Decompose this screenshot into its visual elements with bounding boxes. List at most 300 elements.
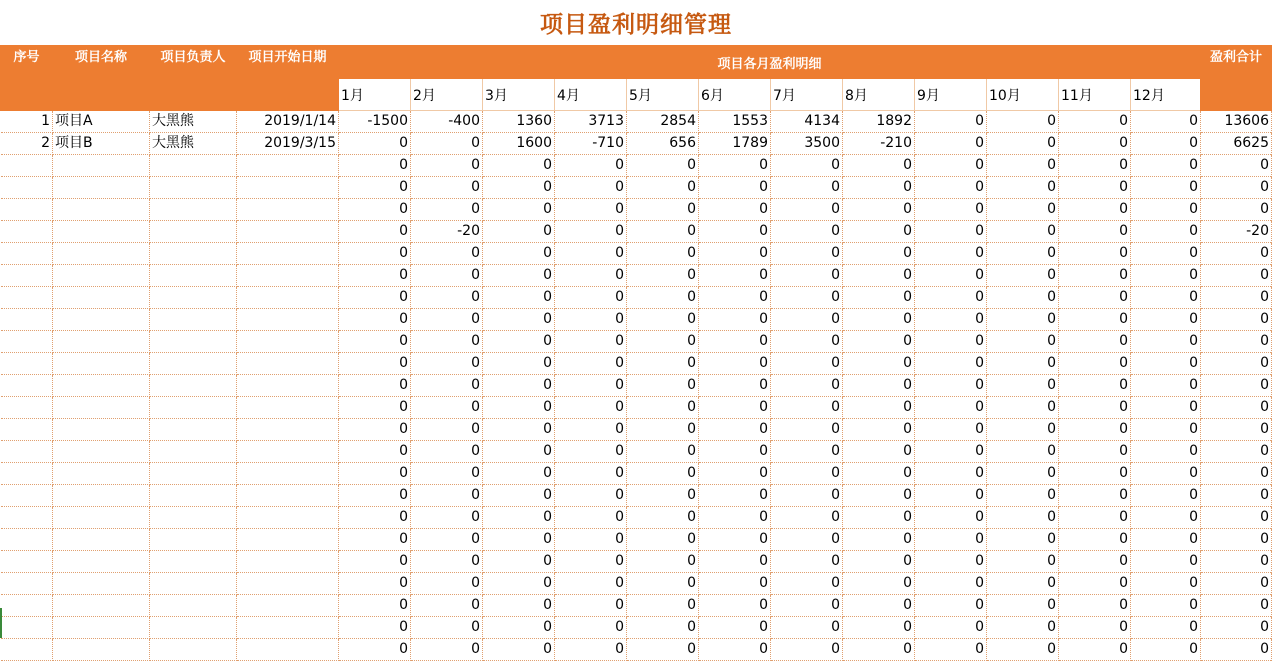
cell-month-2[interactable]: -20 <box>411 221 483 243</box>
cell-seq[interactable] <box>1 639 53 661</box>
cell-month-9[interactable]: 0 <box>915 243 987 265</box>
cell-month-4[interactable]: 0 <box>555 287 627 309</box>
cell-month-2[interactable]: 0 <box>411 507 483 529</box>
cell-seq[interactable] <box>1 265 53 287</box>
cell-month-11[interactable]: 0 <box>1059 507 1131 529</box>
cell-month-12[interactable]: 0 <box>1131 595 1201 617</box>
cell-month-12[interactable]: 0 <box>1131 287 1201 309</box>
cell-month-1[interactable]: 0 <box>339 419 411 441</box>
cell-month-8[interactable]: 0 <box>843 265 915 287</box>
cell-month-2[interactable]: 0 <box>411 287 483 309</box>
cell-month-5[interactable]: 0 <box>627 243 699 265</box>
cell-month-5[interactable]: 0 <box>627 617 699 639</box>
cell-month-1[interactable]: 0 <box>339 463 411 485</box>
cell-month-12[interactable]: 0 <box>1131 199 1201 221</box>
cell-month-9[interactable]: 0 <box>915 485 987 507</box>
cell-month-7[interactable]: 0 <box>771 177 843 199</box>
cell-start-date[interactable] <box>237 463 339 485</box>
cell-name[interactable] <box>53 331 150 353</box>
cell-month-7[interactable]: 0 <box>771 309 843 331</box>
cell-month-10[interactable]: 0 <box>987 155 1059 177</box>
cell-month-8[interactable]: 1892 <box>843 111 915 133</box>
cell-month-7[interactable]: 4134 <box>771 111 843 133</box>
cell-name[interactable] <box>53 375 150 397</box>
cell-month-6[interactable]: 0 <box>699 177 771 199</box>
cell-month-12[interactable]: 0 <box>1131 221 1201 243</box>
cell-month-6[interactable]: 0 <box>699 287 771 309</box>
cell-month-3[interactable]: 0 <box>483 287 555 309</box>
cell-seq[interactable] <box>1 155 53 177</box>
cell-month-7[interactable]: 0 <box>771 485 843 507</box>
cell-start-date[interactable] <box>237 221 339 243</box>
cell-month-8[interactable]: 0 <box>843 375 915 397</box>
cell-month-2[interactable]: 0 <box>411 243 483 265</box>
cell-start-date[interactable] <box>237 485 339 507</box>
cell-total[interactable]: 0 <box>1201 155 1272 177</box>
cell-month-9[interactable]: 0 <box>915 265 987 287</box>
cell-name[interactable] <box>53 573 150 595</box>
cell-name[interactable] <box>53 243 150 265</box>
cell-total[interactable]: 0 <box>1201 507 1272 529</box>
cell-month-3[interactable]: 0 <box>483 529 555 551</box>
cell-name[interactable] <box>53 463 150 485</box>
cell-month-11[interactable]: 0 <box>1059 375 1131 397</box>
cell-owner[interactable] <box>150 155 237 177</box>
header-name[interactable]: 项目名称 <box>53 46 150 111</box>
cell-month-10[interactable]: 0 <box>987 177 1059 199</box>
cell-month-8[interactable]: 0 <box>843 595 915 617</box>
cell-month-3[interactable]: 0 <box>483 485 555 507</box>
cell-month-7[interactable]: 0 <box>771 441 843 463</box>
cell-seq[interactable] <box>1 551 53 573</box>
cell-month-3[interactable]: 0 <box>483 243 555 265</box>
cell-month-9[interactable]: 0 <box>915 353 987 375</box>
cell-month-11[interactable]: 0 <box>1059 287 1131 309</box>
cell-month-11[interactable]: 0 <box>1059 529 1131 551</box>
cell-month-5[interactable]: 0 <box>627 507 699 529</box>
header-month-8[interactable]: 8月 <box>843 79 915 111</box>
cell-month-4[interactable]: 0 <box>555 397 627 419</box>
cell-total[interactable]: 0 <box>1201 309 1272 331</box>
cell-name[interactable] <box>53 551 150 573</box>
cell-month-9[interactable]: 0 <box>915 551 987 573</box>
cell-month-9[interactable]: 0 <box>915 507 987 529</box>
cell-month-8[interactable]: 0 <box>843 199 915 221</box>
cell-month-1[interactable]: 0 <box>339 287 411 309</box>
cell-seq[interactable] <box>1 507 53 529</box>
cell-month-3[interactable]: 0 <box>483 331 555 353</box>
cell-name[interactable]: 项目A <box>53 111 150 133</box>
header-month-9[interactable]: 9月 <box>915 79 987 111</box>
cell-month-7[interactable]: 0 <box>771 221 843 243</box>
cell-owner[interactable] <box>150 221 237 243</box>
cell-month-3[interactable]: 0 <box>483 573 555 595</box>
cell-total[interactable]: 0 <box>1201 243 1272 265</box>
cell-month-2[interactable]: 0 <box>411 353 483 375</box>
cell-name[interactable] <box>53 199 150 221</box>
cell-month-1[interactable]: 0 <box>339 375 411 397</box>
cell-month-1[interactable]: 0 <box>339 177 411 199</box>
cell-owner[interactable] <box>150 485 237 507</box>
cell-seq[interactable]: 2 <box>1 133 53 155</box>
cell-seq[interactable] <box>1 353 53 375</box>
cell-seq[interactable] <box>1 397 53 419</box>
cell-month-1[interactable]: 0 <box>339 397 411 419</box>
cell-month-6[interactable]: 0 <box>699 331 771 353</box>
cell-month-8[interactable]: 0 <box>843 309 915 331</box>
cell-month-8[interactable]: 0 <box>843 243 915 265</box>
cell-name[interactable]: 项目B <box>53 133 150 155</box>
cell-month-6[interactable]: 0 <box>699 639 771 661</box>
cell-month-3[interactable]: 0 <box>483 639 555 661</box>
cell-month-9[interactable]: 0 <box>915 595 987 617</box>
cell-month-10[interactable]: 0 <box>987 419 1059 441</box>
cell-month-3[interactable]: 0 <box>483 199 555 221</box>
cell-month-3[interactable]: 0 <box>483 551 555 573</box>
cell-month-3[interactable]: 0 <box>483 463 555 485</box>
cell-month-2[interactable]: 0 <box>411 617 483 639</box>
header-month-10[interactable]: 10月 <box>987 79 1059 111</box>
cell-month-6[interactable]: 0 <box>699 463 771 485</box>
cell-month-11[interactable]: 0 <box>1059 419 1131 441</box>
cell-month-1[interactable]: 0 <box>339 441 411 463</box>
cell-month-11[interactable]: 0 <box>1059 463 1131 485</box>
cell-month-10[interactable]: 0 <box>987 397 1059 419</box>
cell-owner[interactable] <box>150 419 237 441</box>
cell-month-4[interactable]: 0 <box>555 507 627 529</box>
cell-month-6[interactable]: 0 <box>699 507 771 529</box>
cell-name[interactable] <box>53 265 150 287</box>
cell-month-5[interactable]: 2854 <box>627 111 699 133</box>
cell-month-10[interactable]: 0 <box>987 573 1059 595</box>
cell-month-12[interactable]: 0 <box>1131 309 1201 331</box>
cell-month-4[interactable]: 3713 <box>555 111 627 133</box>
cell-month-6[interactable]: 0 <box>699 441 771 463</box>
cell-month-6[interactable]: 0 <box>699 309 771 331</box>
cell-month-3[interactable]: 0 <box>483 507 555 529</box>
cell-month-8[interactable]: 0 <box>843 617 915 639</box>
cell-month-7[interactable]: 0 <box>771 155 843 177</box>
cell-month-11[interactable]: 0 <box>1059 441 1131 463</box>
cell-start-date[interactable] <box>237 573 339 595</box>
cell-month-10[interactable]: 0 <box>987 199 1059 221</box>
cell-month-2[interactable]: 0 <box>411 177 483 199</box>
cell-owner[interactable] <box>150 463 237 485</box>
cell-month-2[interactable]: -400 <box>411 111 483 133</box>
cell-month-11[interactable]: 0 <box>1059 551 1131 573</box>
cell-seq[interactable] <box>1 463 53 485</box>
cell-month-12[interactable]: 0 <box>1131 243 1201 265</box>
header-month-4[interactable]: 4月 <box>555 79 627 111</box>
cell-month-1[interactable]: 0 <box>339 529 411 551</box>
cell-seq[interactable] <box>1 595 53 617</box>
cell-month-5[interactable]: 0 <box>627 485 699 507</box>
cell-start-date[interactable] <box>237 639 339 661</box>
header-month-7[interactable]: 7月 <box>771 79 843 111</box>
cell-start-date[interactable] <box>237 331 339 353</box>
cell-month-4[interactable]: 0 <box>555 463 627 485</box>
cell-month-2[interactable]: 0 <box>411 133 483 155</box>
cell-month-2[interactable]: 0 <box>411 419 483 441</box>
cell-month-12[interactable]: 0 <box>1131 353 1201 375</box>
cell-month-7[interactable]: 0 <box>771 419 843 441</box>
cell-owner[interactable] <box>150 309 237 331</box>
cell-month-12[interactable]: 0 <box>1131 397 1201 419</box>
cell-total[interactable]: 0 <box>1201 573 1272 595</box>
cell-month-2[interactable]: 0 <box>411 441 483 463</box>
cell-month-12[interactable]: 0 <box>1131 617 1201 639</box>
cell-total[interactable]: 0 <box>1201 463 1272 485</box>
cell-month-11[interactable]: 0 <box>1059 595 1131 617</box>
cell-month-12[interactable]: 0 <box>1131 177 1201 199</box>
cell-month-12[interactable]: 0 <box>1131 331 1201 353</box>
cell-month-3[interactable]: 0 <box>483 419 555 441</box>
cell-month-8[interactable]: 0 <box>843 573 915 595</box>
cell-owner[interactable] <box>150 529 237 551</box>
cell-month-6[interactable]: 0 <box>699 199 771 221</box>
cell-total[interactable]: 0 <box>1201 617 1272 639</box>
cell-month-7[interactable]: 0 <box>771 353 843 375</box>
cell-month-5[interactable]: 0 <box>627 155 699 177</box>
cell-total[interactable]: 0 <box>1201 287 1272 309</box>
header-month-5[interactable]: 5月 <box>627 79 699 111</box>
cell-month-5[interactable]: 0 <box>627 375 699 397</box>
cell-month-10[interactable]: 0 <box>987 441 1059 463</box>
cell-month-7[interactable]: 0 <box>771 375 843 397</box>
cell-month-10[interactable]: 0 <box>987 529 1059 551</box>
cell-month-10[interactable]: 0 <box>987 265 1059 287</box>
cell-month-4[interactable]: 0 <box>555 243 627 265</box>
cell-month-7[interactable]: 0 <box>771 573 843 595</box>
cell-month-4[interactable]: 0 <box>555 419 627 441</box>
cell-month-10[interactable]: 0 <box>987 595 1059 617</box>
cell-month-10[interactable]: 0 <box>987 243 1059 265</box>
cell-start-date[interactable] <box>237 595 339 617</box>
cell-month-12[interactable]: 0 <box>1131 463 1201 485</box>
cell-name[interactable] <box>53 155 150 177</box>
cell-month-11[interactable]: 0 <box>1059 133 1131 155</box>
cell-start-date[interactable] <box>237 507 339 529</box>
cell-month-7[interactable]: 3500 <box>771 133 843 155</box>
cell-month-12[interactable]: 0 <box>1131 133 1201 155</box>
cell-month-6[interactable]: 0 <box>699 243 771 265</box>
cell-month-5[interactable]: 0 <box>627 221 699 243</box>
cell-month-4[interactable]: 0 <box>555 155 627 177</box>
cell-owner[interactable]: 大黑熊 <box>150 133 237 155</box>
cell-start-date[interactable] <box>237 265 339 287</box>
header-start-date[interactable]: 项目开始日期 <box>237 46 339 111</box>
cell-month-7[interactable]: 0 <box>771 617 843 639</box>
cell-month-10[interactable]: 0 <box>987 353 1059 375</box>
cell-month-8[interactable]: 0 <box>843 397 915 419</box>
cell-name[interactable] <box>53 639 150 661</box>
cell-owner[interactable] <box>150 375 237 397</box>
cell-seq[interactable] <box>1 529 53 551</box>
cell-month-10[interactable]: 0 <box>987 331 1059 353</box>
cell-total[interactable]: 0 <box>1201 353 1272 375</box>
cell-month-5[interactable]: 0 <box>627 397 699 419</box>
cell-month-9[interactable]: 0 <box>915 441 987 463</box>
cell-month-12[interactable]: 0 <box>1131 155 1201 177</box>
cell-month-6[interactable]: 0 <box>699 573 771 595</box>
cell-month-4[interactable]: 0 <box>555 551 627 573</box>
cell-month-1[interactable]: 0 <box>339 595 411 617</box>
cell-seq[interactable] <box>1 573 53 595</box>
cell-month-4[interactable]: 0 <box>555 221 627 243</box>
cell-month-10[interactable]: 0 <box>987 287 1059 309</box>
header-month-1[interactable]: 1月 <box>339 79 411 111</box>
cell-month-9[interactable]: 0 <box>915 617 987 639</box>
cell-month-9[interactable]: 0 <box>915 463 987 485</box>
cell-total[interactable]: 0 <box>1201 551 1272 573</box>
cell-month-12[interactable]: 0 <box>1131 551 1201 573</box>
cell-month-1[interactable]: 0 <box>339 573 411 595</box>
cell-total[interactable]: -20 <box>1201 221 1272 243</box>
cell-start-date[interactable] <box>237 551 339 573</box>
cell-owner[interactable] <box>150 397 237 419</box>
cell-month-10[interactable]: 0 <box>987 111 1059 133</box>
cell-month-2[interactable]: 0 <box>411 463 483 485</box>
cell-month-6[interactable]: 1553 <box>699 111 771 133</box>
cell-month-2[interactable]: 0 <box>411 595 483 617</box>
cell-seq[interactable] <box>1 243 53 265</box>
cell-month-11[interactable]: 0 <box>1059 485 1131 507</box>
cell-month-12[interactable]: 0 <box>1131 485 1201 507</box>
cell-month-12[interactable]: 0 <box>1131 573 1201 595</box>
cell-start-date[interactable] <box>237 441 339 463</box>
cell-owner[interactable] <box>150 441 237 463</box>
cell-month-2[interactable]: 0 <box>411 573 483 595</box>
cell-month-9[interactable]: 0 <box>915 111 987 133</box>
cell-owner[interactable] <box>150 595 237 617</box>
cell-month-10[interactable]: 0 <box>987 375 1059 397</box>
cell-month-4[interactable]: 0 <box>555 441 627 463</box>
cell-month-12[interactable]: 0 <box>1131 265 1201 287</box>
cell-seq[interactable] <box>1 177 53 199</box>
cell-start-date[interactable]: 2019/1/14 <box>237 111 339 133</box>
cell-month-9[interactable]: 0 <box>915 639 987 661</box>
cell-month-1[interactable]: 0 <box>339 639 411 661</box>
cell-name[interactable] <box>53 287 150 309</box>
cell-month-5[interactable]: 0 <box>627 199 699 221</box>
header-month-6[interactable]: 6月 <box>699 79 771 111</box>
cell-month-8[interactable]: 0 <box>843 485 915 507</box>
cell-owner[interactable] <box>150 265 237 287</box>
cell-month-11[interactable]: 0 <box>1059 331 1131 353</box>
cell-month-8[interactable]: 0 <box>843 287 915 309</box>
cell-month-12[interactable]: 0 <box>1131 529 1201 551</box>
cell-month-3[interactable]: 0 <box>483 441 555 463</box>
cell-owner[interactable] <box>150 353 237 375</box>
cell-month-8[interactable]: -210 <box>843 133 915 155</box>
cell-month-3[interactable]: 0 <box>483 595 555 617</box>
cell-start-date[interactable] <box>237 287 339 309</box>
header-month-3[interactable]: 3月 <box>483 79 555 111</box>
cell-month-4[interactable]: 0 <box>555 265 627 287</box>
cell-total[interactable]: 0 <box>1201 375 1272 397</box>
cell-total[interactable]: 0 <box>1201 397 1272 419</box>
cell-month-4[interactable]: 0 <box>555 177 627 199</box>
cell-total[interactable]: 13606 <box>1201 111 1272 133</box>
cell-month-2[interactable]: 0 <box>411 155 483 177</box>
cell-month-2[interactable]: 0 <box>411 199 483 221</box>
cell-month-4[interactable]: 0 <box>555 375 627 397</box>
cell-total[interactable]: 0 <box>1201 485 1272 507</box>
cell-month-6[interactable]: 0 <box>699 353 771 375</box>
cell-month-5[interactable]: 0 <box>627 639 699 661</box>
cell-month-10[interactable]: 0 <box>987 617 1059 639</box>
cell-start-date[interactable]: 2019/3/15 <box>237 133 339 155</box>
cell-month-8[interactable]: 0 <box>843 507 915 529</box>
cell-month-10[interactable]: 0 <box>987 507 1059 529</box>
cell-month-6[interactable]: 0 <box>699 375 771 397</box>
cell-month-4[interactable]: 0 <box>555 309 627 331</box>
cell-month-11[interactable]: 0 <box>1059 397 1131 419</box>
cell-month-11[interactable]: 0 <box>1059 155 1131 177</box>
cell-total[interactable]: 0 <box>1201 331 1272 353</box>
cell-month-1[interactable]: -1500 <box>339 111 411 133</box>
cell-month-10[interactable]: 0 <box>987 463 1059 485</box>
cell-month-3[interactable]: 0 <box>483 397 555 419</box>
cell-name[interactable] <box>53 419 150 441</box>
cell-month-1[interactable]: 0 <box>339 155 411 177</box>
cell-month-6[interactable]: 0 <box>699 551 771 573</box>
cell-month-10[interactable]: 0 <box>987 639 1059 661</box>
cell-month-5[interactable]: 0 <box>627 287 699 309</box>
cell-month-7[interactable]: 0 <box>771 287 843 309</box>
cell-month-3[interactable]: 0 <box>483 353 555 375</box>
cell-month-11[interactable]: 0 <box>1059 243 1131 265</box>
cell-total[interactable]: 0 <box>1201 199 1272 221</box>
cell-month-4[interactable]: 0 <box>555 331 627 353</box>
cell-month-8[interactable]: 0 <box>843 221 915 243</box>
cell-month-12[interactable]: 0 <box>1131 375 1201 397</box>
header-month-12[interactable]: 12月 <box>1131 79 1201 111</box>
cell-start-date[interactable] <box>237 243 339 265</box>
cell-month-6[interactable]: 0 <box>699 265 771 287</box>
cell-month-2[interactable]: 0 <box>411 397 483 419</box>
cell-seq[interactable] <box>1 441 53 463</box>
cell-month-8[interactable]: 0 <box>843 419 915 441</box>
cell-name[interactable] <box>53 595 150 617</box>
cell-month-1[interactable]: 0 <box>339 133 411 155</box>
cell-month-4[interactable]: 0 <box>555 595 627 617</box>
cell-month-1[interactable]: 0 <box>339 309 411 331</box>
cell-month-2[interactable]: 0 <box>411 309 483 331</box>
cell-month-6[interactable]: 0 <box>699 595 771 617</box>
cell-month-7[interactable]: 0 <box>771 551 843 573</box>
cell-month-4[interactable]: 0 <box>555 617 627 639</box>
cell-name[interactable] <box>53 221 150 243</box>
cell-month-7[interactable]: 0 <box>771 331 843 353</box>
cell-month-9[interactable]: 0 <box>915 529 987 551</box>
cell-month-1[interactable]: 0 <box>339 617 411 639</box>
cell-month-3[interactable]: 1600 <box>483 133 555 155</box>
cell-month-9[interactable]: 0 <box>915 199 987 221</box>
cell-month-6[interactable]: 0 <box>699 617 771 639</box>
cell-start-date[interactable] <box>237 155 339 177</box>
cell-month-12[interactable]: 0 <box>1131 507 1201 529</box>
cell-month-6[interactable]: 0 <box>699 221 771 243</box>
cell-month-4[interactable]: 0 <box>555 353 627 375</box>
cell-start-date[interactable] <box>237 309 339 331</box>
cell-month-7[interactable]: 0 <box>771 243 843 265</box>
cell-month-8[interactable]: 0 <box>843 441 915 463</box>
cell-month-11[interactable]: 0 <box>1059 309 1131 331</box>
cell-month-3[interactable]: 0 <box>483 617 555 639</box>
cell-month-9[interactable]: 0 <box>915 375 987 397</box>
cell-name[interactable] <box>53 309 150 331</box>
